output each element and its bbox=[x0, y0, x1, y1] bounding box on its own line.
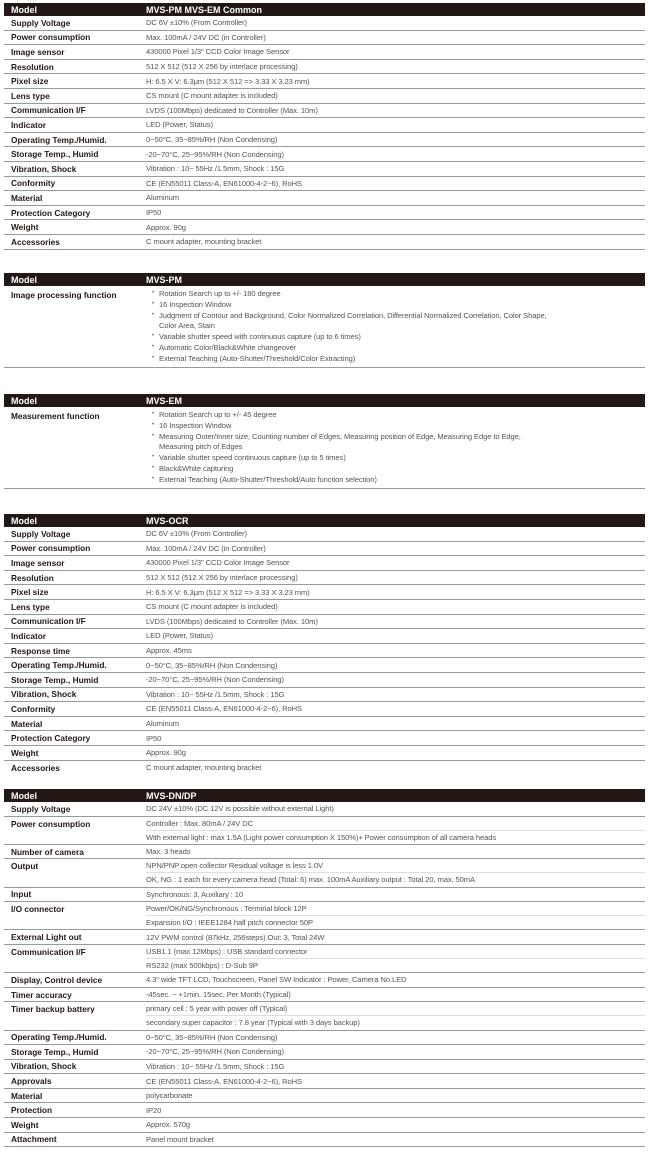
spec-row-image-sensor bbox=[4, 556, 645, 571]
spec-label: Supply Voltage bbox=[11, 17, 71, 28]
spec-value-line: DC 6V ±10% (From Controller) bbox=[146, 18, 247, 28]
spec-value-line: IP20 bbox=[146, 1105, 162, 1115]
feature-bullet-item bbox=[152, 432, 645, 451]
spec-label: Weight bbox=[11, 1119, 39, 1130]
spec-label: Resolution bbox=[11, 572, 54, 583]
spec-value bbox=[146, 1002, 645, 1029]
spec-value bbox=[146, 629, 645, 643]
spec-label: Display, Control device bbox=[11, 974, 103, 985]
spec-row-resolution bbox=[4, 60, 645, 75]
spec-value-line: -20~70°C, 25~95%/RH (Non Condensing) bbox=[146, 675, 284, 685]
spec-value-line: C mount adapter, mounting bracket bbox=[146, 763, 262, 773]
spec-table-mvs-em bbox=[4, 394, 645, 489]
spec-value-line: 512 X 512 (512 X 256 by interlace processing) bbox=[146, 573, 298, 583]
spec-row-weight bbox=[4, 220, 645, 235]
spec-value-line: 12V PWM control (87kHz, 256steps) Out: 3, Total 24W bbox=[146, 932, 325, 942]
spec-label: Lens type bbox=[11, 90, 50, 101]
spec-value-line: 0~50°C, 35~85%/RH (Non Condensing) bbox=[146, 1032, 278, 1042]
spec-value-line: Vibration : 10~ 55Hz /1.5mm, Shock : 15G bbox=[146, 689, 285, 699]
spec-label: Storage Temp., Humid bbox=[11, 149, 99, 160]
bullet-text: Variable shutter speed with continuous capture (up to 6 times) bbox=[159, 331, 361, 341]
spec-row-conformity bbox=[4, 177, 645, 192]
header-model-name: MVS-PM MVS-EM Common bbox=[146, 4, 262, 15]
spec-label: Operating Temp./Humid. bbox=[11, 660, 107, 671]
spec-row-supply-voltage bbox=[4, 527, 645, 542]
bullet-text: Black&White capturing bbox=[159, 463, 234, 473]
spec-label: Material bbox=[11, 718, 43, 729]
bullet-text: Variable shutter speed continuous capture (up to 5 times) bbox=[159, 452, 346, 462]
spec-row-protection-category bbox=[4, 731, 645, 746]
spec-row-external-light-out bbox=[4, 930, 645, 945]
spec-value-line: Vibration : 10~ 55Hz /1.5mm, Shock : 15G bbox=[146, 164, 285, 174]
spec-value-line: Power/OK/NG/Synchronous : Terminal block 12P bbox=[146, 904, 307, 914]
bullet-text: Measuring Outer/Inner size, Counting number of Edges, Measuring position of Edge, Measuring Edge to Edge, bbox=[159, 432, 521, 442]
spec-row-accessories bbox=[4, 761, 645, 776]
spec-value bbox=[146, 191, 645, 205]
feature-bullet-item bbox=[152, 332, 645, 342]
spec-value-line: DC 6V ±10% (From Controller) bbox=[146, 529, 247, 539]
spec-value-line: 4.3" wide TFT LCD, Touchscreen, Panel SW Indicator : Power, Camera No.LED bbox=[146, 975, 407, 985]
spec-label: Communication I/F bbox=[11, 105, 86, 116]
spec-label: Storage Temp., Humid bbox=[11, 1046, 99, 1057]
spec-label: Attachment bbox=[11, 1134, 57, 1145]
spec-row-input bbox=[4, 888, 645, 903]
spec-value-line: LVDS (100Mbps) dedicated to Controller (Max. 10m) bbox=[146, 616, 318, 626]
header-model-name: MVS-PM bbox=[146, 274, 182, 285]
spec-row-storage-temp-humid bbox=[4, 147, 645, 162]
spec-value-line: Panel mount bracket bbox=[146, 1134, 214, 1144]
spec-value bbox=[146, 1118, 645, 1132]
spec-row-accessories bbox=[4, 235, 645, 250]
spec-value-line: C mount adapter, mounting bracket bbox=[146, 237, 262, 247]
spec-label: Response time bbox=[11, 645, 71, 656]
feature-bullet-item bbox=[152, 311, 645, 330]
spec-label: Operating Temp./Humid. bbox=[11, 1032, 107, 1043]
spec-value bbox=[146, 104, 645, 118]
spec-row-communication-i-f bbox=[4, 615, 645, 630]
bullet-text: External Teaching (Auto-Shutter/Threshold/Color Extracting) bbox=[159, 354, 356, 364]
spec-row-material bbox=[4, 191, 645, 206]
spec-label: Image sensor bbox=[11, 557, 65, 568]
spec-value bbox=[146, 16, 645, 30]
feature-label: Image processing function bbox=[11, 290, 117, 300]
spec-row-vibration-shock bbox=[4, 1060, 645, 1075]
spec-row-storage-temp-humid bbox=[4, 1045, 645, 1060]
spec-label: Indicator bbox=[11, 630, 47, 641]
feature-row bbox=[4, 286, 645, 368]
spec-row-pixel-size bbox=[4, 585, 645, 600]
spec-value bbox=[146, 585, 645, 599]
bullet-text: External Teaching (Auto-Shutter/Threshold/Auto function selection) bbox=[159, 475, 377, 485]
spec-value bbox=[146, 902, 645, 929]
spec-value-line: 430000 Pixel 1/3" CCD Color Image Sensor bbox=[146, 47, 290, 57]
spec-value bbox=[146, 220, 645, 234]
spec-row-lens-type bbox=[4, 600, 645, 615]
spec-label: Vibration, Shock bbox=[11, 689, 77, 700]
spec-label: Vibration, Shock bbox=[11, 1061, 77, 1072]
spec-value bbox=[146, 688, 645, 702]
spec-value-line: Aluminum bbox=[146, 193, 179, 203]
spec-value bbox=[146, 717, 645, 731]
spec-value-line: -20~70°C, 25~95%/RH (Non Condensing) bbox=[146, 1047, 284, 1057]
feature-row bbox=[4, 407, 645, 489]
spec-value bbox=[146, 162, 645, 176]
spec-value-line: Approx. 570g bbox=[146, 1120, 190, 1130]
spec-value-line: 512 X 512 (512 X 256 by interlace processing) bbox=[146, 62, 298, 72]
spec-row-protection-category bbox=[4, 206, 645, 221]
spec-label: Accessories bbox=[11, 236, 60, 247]
spec-table-mvs-pm bbox=[4, 273, 645, 368]
spec-value-line: 0~50°C, 35~85%/RH (Non Condensing) bbox=[146, 135, 278, 144]
spec-label: Protection bbox=[11, 1105, 53, 1116]
spec-value bbox=[146, 235, 645, 249]
spec-value-line: CS mount (C mount adapter is included) bbox=[146, 91, 278, 101]
header-model-label: Model bbox=[11, 4, 37, 15]
spec-table-common bbox=[4, 3, 645, 250]
spec-value-line: LED (Power, Status) bbox=[146, 631, 213, 641]
spec-value bbox=[146, 845, 645, 859]
spec-value bbox=[146, 527, 645, 541]
spec-label: Communication I/F bbox=[11, 616, 86, 627]
spec-label: Image sensor bbox=[11, 46, 65, 57]
header-model-label: Model bbox=[11, 790, 37, 801]
spec-value bbox=[146, 74, 645, 88]
spec-label: Power consumption bbox=[11, 543, 91, 554]
spec-value bbox=[146, 945, 645, 972]
spec-value-line: primary cell : 5 year with power off (Typical) bbox=[146, 1004, 288, 1014]
header-model-name: MVS-EM bbox=[146, 395, 182, 406]
spec-row-i-o-connector bbox=[4, 902, 645, 930]
table-header bbox=[4, 789, 645, 802]
spec-value bbox=[146, 761, 645, 776]
header-model-name: MVS-DN/DP bbox=[146, 790, 197, 801]
spec-value-line: CE (EN55011 Class-A, EN61000-4-2~6), RoHS bbox=[146, 178, 302, 188]
spec-value bbox=[146, 89, 645, 103]
spec-label: External Light out bbox=[11, 932, 82, 943]
spec-value-line: H: 6.5 X V: 6.3μm (512 X 512 => 3.33 X 3.23 mm) bbox=[146, 587, 310, 597]
table-header bbox=[4, 514, 645, 527]
spec-value bbox=[146, 731, 645, 745]
bullet-text: Judgment of Contour and Background, Color Normalized Correlation, Differential Normalized Correlation, Color Shape, bbox=[159, 311, 547, 321]
spec-label: Conformity bbox=[11, 178, 56, 189]
header-model-name: MVS-OCR bbox=[146, 515, 189, 526]
spec-label: Number of camera bbox=[11, 846, 84, 857]
spec-row-indicator bbox=[4, 118, 645, 133]
spec-label: Material bbox=[11, 192, 43, 203]
spec-value-line: USB1.1 (max 12Mbps) : USB standard connector bbox=[146, 946, 308, 956]
spec-row-vibration-shock bbox=[4, 688, 645, 703]
spec-value bbox=[146, 1045, 645, 1059]
header-model-label: Model bbox=[11, 395, 37, 406]
spec-label: Supply Voltage bbox=[11, 528, 71, 539]
spec-row-pixel-size bbox=[4, 74, 645, 89]
spec-row-communication-i-f bbox=[4, 104, 645, 119]
spec-value bbox=[146, 1103, 645, 1117]
spec-value bbox=[146, 888, 645, 902]
header-model-label: Model bbox=[11, 274, 37, 285]
spec-table-mvs-ocr bbox=[4, 514, 645, 775]
bullet-text: Rotation Search up to +/- 45 degree bbox=[159, 410, 277, 419]
spec-label: Lens type bbox=[11, 601, 50, 612]
spec-value-line: Approx. 90g bbox=[146, 222, 186, 232]
table-header bbox=[4, 394, 645, 407]
spec-value bbox=[146, 1031, 645, 1045]
spec-value bbox=[146, 1133, 645, 1147]
spec-label: Pixel size bbox=[11, 587, 49, 598]
spec-row-supply-voltage bbox=[4, 802, 645, 817]
spec-label: Power consumption bbox=[11, 818, 91, 829]
spec-row-storage-temp-humid bbox=[4, 673, 645, 688]
spec-label: Vibration, Shock bbox=[11, 163, 77, 174]
spec-value-line: IP50 bbox=[146, 733, 162, 743]
spec-label: Operating Temp./Humid. bbox=[11, 134, 107, 145]
spec-row-protection bbox=[4, 1103, 645, 1118]
spec-value-line: Expansion I/O : IEEE1284 half pitch connector 50P bbox=[146, 915, 645, 929]
spec-value bbox=[146, 1060, 645, 1074]
feature-bullet-item bbox=[152, 464, 645, 474]
feature-label: Measurement function bbox=[11, 411, 100, 421]
spec-row-power-consumption bbox=[4, 542, 645, 557]
spec-value bbox=[146, 206, 645, 220]
spec-row-attachment bbox=[4, 1133, 645, 1148]
spec-row-timer-backup-battery bbox=[4, 1002, 645, 1030]
spec-value bbox=[146, 31, 645, 45]
spec-value-line: CS mount (C mount adapter is included) bbox=[146, 602, 278, 612]
spec-value-line: With external light : max 1.5A (Light power consumption X 150%)+ Power consumption of all camera heads bbox=[146, 830, 645, 844]
spec-value-line: Max. 3 heads bbox=[146, 847, 191, 857]
spec-value-line: CE (EN55011 Class-A, EN61000-4-2~6), RoHS bbox=[146, 1076, 302, 1086]
spec-row-vibration-shock bbox=[4, 162, 645, 177]
bullet-text: Rotation Search up to +/- 180 degree bbox=[159, 289, 281, 298]
spec-value bbox=[146, 802, 645, 816]
spec-value-line: Approx. 90g bbox=[146, 748, 186, 758]
spec-row-image-sensor bbox=[4, 45, 645, 60]
spec-value bbox=[146, 988, 645, 1002]
bullet-text-continued: Color Area, Stain bbox=[159, 320, 215, 330]
spec-row-timer-accuracy bbox=[4, 988, 645, 1003]
table-header bbox=[4, 3, 645, 16]
spec-value bbox=[146, 571, 645, 585]
spec-row-display-control-device bbox=[4, 973, 645, 988]
spec-value-line: Controller : Max. 80mA / 24V DC bbox=[146, 818, 254, 828]
table-header bbox=[4, 273, 645, 286]
spec-value-line: 430000 Pixel 1/3" CCD Color Image Sensor bbox=[146, 558, 290, 568]
spec-value-line: -20~70°C, 25~95%/RH (Non Condensing) bbox=[146, 149, 284, 159]
bullet-text: 16 Inspection Window bbox=[159, 421, 232, 431]
feature-bullet-item bbox=[152, 354, 645, 364]
spec-value-line: Aluminum bbox=[146, 718, 179, 728]
spec-value-line: Vibration : 10~ 55Hz /1.5mm, Shock : 15G bbox=[146, 1061, 285, 1071]
spec-row-lens-type bbox=[4, 89, 645, 104]
feature-bullet-item bbox=[152, 343, 645, 353]
spec-label: Material bbox=[11, 1090, 43, 1101]
spec-row-weight bbox=[4, 746, 645, 761]
spec-value bbox=[146, 859, 645, 886]
spec-value bbox=[146, 746, 645, 760]
spec-label: Weight bbox=[11, 222, 39, 233]
spec-label: Conformity bbox=[11, 703, 56, 714]
spec-label: Timer accuracy bbox=[11, 989, 72, 1000]
spec-row-weight bbox=[4, 1118, 645, 1133]
spec-row-conformity bbox=[4, 702, 645, 717]
spec-label: Output bbox=[11, 861, 39, 872]
spec-label: I/O connector bbox=[11, 904, 65, 915]
spec-value-line: RS232 (max 500kbps) : D-Sub 9P bbox=[146, 958, 645, 972]
spec-row-operating-temp-humid bbox=[4, 658, 645, 673]
spec-value bbox=[146, 973, 645, 987]
spec-table-mvs-dn-dp bbox=[4, 789, 645, 1147]
spec-value bbox=[146, 45, 645, 59]
spec-value bbox=[146, 1074, 645, 1088]
header-model-label: Model bbox=[11, 515, 37, 526]
spec-value bbox=[146, 556, 645, 570]
spec-value-line: OK, NG : 1 each for every camera head (Total: 6) max. 100mA Auxiliary output : Total 20, max. 50mA bbox=[146, 872, 645, 886]
spec-value-line: CE (EN55011 Class-A, EN61000-4-2~6), RoHS bbox=[146, 704, 302, 714]
bullet-text-continued: Measuring pitch of Edges bbox=[159, 441, 243, 451]
spec-label: Accessories bbox=[11, 762, 60, 773]
feature-bullet-list bbox=[146, 286, 645, 367]
spec-value bbox=[146, 644, 645, 658]
spec-value bbox=[146, 147, 645, 161]
spec-value-line: LVDS (100Mbps) dedicated to Controller (Max. 10m) bbox=[146, 105, 318, 115]
spec-row-number-of-camera bbox=[4, 845, 645, 860]
spec-value bbox=[146, 177, 645, 191]
spec-row-power-consumption bbox=[4, 817, 645, 845]
spec-row-power-consumption bbox=[4, 31, 645, 46]
spec-row-output bbox=[4, 859, 645, 887]
spec-value-line: 0~50°C, 35~85%/RH (Non Condensing) bbox=[146, 660, 278, 670]
spec-label: Protection Category bbox=[11, 733, 91, 744]
feature-bullet-item bbox=[152, 475, 645, 485]
spec-row-communication-i-f bbox=[4, 945, 645, 973]
spec-value-line: NPN/PNP open collector Residual voltage is less 1.0V bbox=[146, 861, 324, 871]
spec-label: Supply Voltage bbox=[11, 803, 71, 814]
spec-row-response-time bbox=[4, 644, 645, 659]
spec-value-line: Max. 100mA / 24V DC (in Controller) bbox=[146, 543, 266, 553]
spec-value bbox=[146, 658, 645, 672]
spec-value bbox=[146, 673, 645, 687]
spec-value bbox=[146, 1089, 645, 1103]
spec-value bbox=[146, 702, 645, 716]
spec-value bbox=[146, 542, 645, 556]
spec-value-line: DC 24V ±10% (DC 12V is possible without external Light) bbox=[146, 804, 334, 814]
feature-bullet-item bbox=[152, 289, 645, 299]
spec-value-line: Synchronous: 3, Auxiliary : 10 bbox=[146, 889, 244, 899]
spec-row-resolution bbox=[4, 571, 645, 586]
spec-label: Weight bbox=[11, 747, 39, 758]
spec-value-line: polycarbonate bbox=[146, 1091, 193, 1101]
spec-row-supply-voltage bbox=[4, 16, 645, 31]
spec-value-line: -45sec. ~ +1min. 15sec. Per Month (Typical) bbox=[146, 989, 291, 999]
spec-value-line: H: 6.5 X V: 6.3μm (512 X 512 => 3.33 X 3.23 mm) bbox=[146, 76, 310, 86]
spec-label: Timer backup battery bbox=[11, 1004, 95, 1015]
feature-bullet-item bbox=[152, 300, 645, 310]
spec-label: Communication I/F bbox=[11, 946, 86, 957]
spec-value bbox=[146, 930, 645, 944]
spec-row-approvals bbox=[4, 1074, 645, 1089]
spec-value bbox=[146, 600, 645, 614]
spec-row-operating-temp-humid bbox=[4, 133, 645, 148]
spec-value-line: IP50 bbox=[146, 207, 162, 217]
spec-row-material bbox=[4, 1089, 645, 1104]
feature-bullet-item bbox=[152, 410, 645, 420]
spec-value-line: LED (Power, Status) bbox=[146, 120, 213, 130]
feature-bullet-item bbox=[152, 421, 645, 431]
spec-label: Protection Category bbox=[11, 207, 91, 218]
spec-row-operating-temp-humid bbox=[4, 1031, 645, 1046]
spec-value bbox=[146, 118, 645, 132]
spec-row-indicator bbox=[4, 629, 645, 644]
spec-value bbox=[146, 615, 645, 629]
feature-bullet-item bbox=[152, 453, 645, 463]
spec-value bbox=[146, 133, 645, 147]
spec-value-line: Max. 100mA / 24V DC (in Controller) bbox=[146, 32, 266, 42]
spec-value-line: Approx. 45ms bbox=[146, 646, 192, 655]
spec-label: Storage Temp., Humid bbox=[11, 674, 99, 685]
spec-label: Input bbox=[11, 889, 32, 900]
spec-value bbox=[146, 817, 645, 844]
bullet-text: Automatic Color/Black&White changeover bbox=[159, 342, 297, 352]
spec-value bbox=[146, 60, 645, 74]
feature-bullet-list bbox=[146, 407, 645, 488]
spec-label: Approvals bbox=[11, 1076, 52, 1087]
spec-label: Power consumption bbox=[11, 32, 91, 43]
spec-row-material bbox=[4, 717, 645, 732]
spec-value-line: secondary super capacitor : 7.8 year (Typical with 3 days backup) bbox=[146, 1015, 645, 1029]
spec-label: Indicator bbox=[11, 119, 47, 130]
spec-label: Pixel size bbox=[11, 76, 49, 87]
spec-label: Resolution bbox=[11, 61, 54, 72]
bullet-text: 16 Inspection Window bbox=[159, 300, 232, 310]
